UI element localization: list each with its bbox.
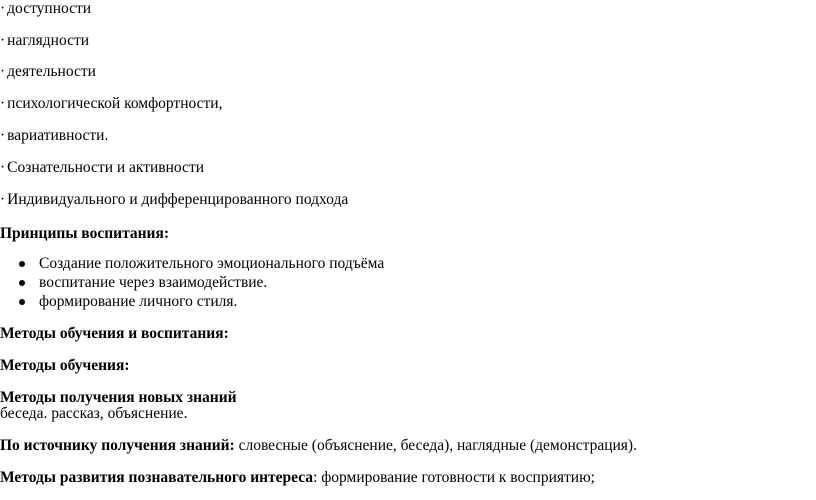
principle-marker: · bbox=[0, 63, 6, 80]
teaching-heading: Методы обучения: bbox=[0, 357, 130, 374]
upbringing-heading: Принципы воспитания: bbox=[0, 225, 170, 242]
principle-marker: · bbox=[0, 0, 6, 17]
principle-item bbox=[0, 95, 222, 113]
principle-marker: · bbox=[0, 127, 6, 144]
interest-paragraph bbox=[0, 469, 595, 487]
principle-text: вариативности. bbox=[7, 127, 109, 144]
principle-item bbox=[0, 0, 91, 18]
principle-marker: · bbox=[0, 159, 6, 176]
bullet-icon bbox=[19, 261, 25, 267]
principle-marker: · bbox=[0, 32, 6, 49]
principle-marker: · bbox=[0, 191, 6, 208]
list-item bbox=[0, 274, 384, 292]
bullet-icon bbox=[19, 280, 25, 286]
bullet-icon bbox=[19, 299, 25, 305]
principle-item bbox=[0, 63, 96, 81]
source-paragraph bbox=[0, 437, 637, 455]
new-knowledge-text: беседа. рассказ, объяснение. bbox=[0, 405, 188, 422]
list-item bbox=[0, 293, 384, 311]
principle-marker: · bbox=[0, 95, 6, 112]
list-item-text: воспитание через взаимодействие. bbox=[39, 274, 268, 291]
interest-label: Методы развития познавательного интереса bbox=[0, 469, 314, 486]
source-label: По источнику получения знаний: bbox=[0, 437, 235, 454]
principle-text: доступности bbox=[7, 0, 92, 17]
principle-text: наглядности bbox=[7, 32, 90, 49]
principle-text: деятельности bbox=[7, 63, 96, 80]
interest-text: : формирование готовности к восприятию; bbox=[313, 469, 595, 486]
upbringing-list bbox=[0, 255, 384, 312]
principle-item bbox=[0, 159, 204, 177]
list-item-text: Создание положительного эмоционального подъёма bbox=[39, 255, 385, 272]
principle-text: Сознательности и активности bbox=[7, 159, 205, 176]
list-item bbox=[0, 255, 384, 273]
principle-item bbox=[0, 127, 108, 145]
principle-text: Индивидуального и дифференцированного подхода bbox=[7, 191, 349, 208]
principle-item bbox=[0, 32, 89, 50]
list-item-text: формирование личного стиля. bbox=[39, 293, 238, 310]
principle-text: психологической комфортности, bbox=[7, 95, 223, 112]
source-text: словесные (объяснение, беседа), наглядные (демонстрация). bbox=[234, 437, 637, 454]
methods-heading: Методы обучения и воспитания: bbox=[0, 325, 229, 342]
new-knowledge-heading: Методы получения новых знаний bbox=[0, 389, 237, 406]
principle-item bbox=[0, 191, 348, 209]
